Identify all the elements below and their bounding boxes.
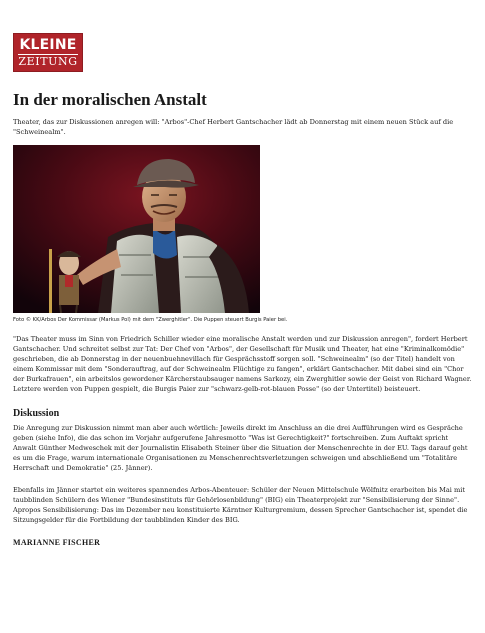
article-paragraph-3: Ebenfalls im Jänner startet ein weiteres spannendes Arbos-Abenteuer: Schüler der Neuen Mittelschule Wölfnitz erarbeiten bis Mai mit taubblinden Schülern des Wiener "Bundesinstituts für Gehörlosenbildung" (BIG) ein Theaterprojekt zur "Sensibilisierung der Sinne". Apropos Sensibilisierung: Das im Dezember neu konstituierte Kärntner Kulturgremium, dessen Sprecher Gantschacher ist, spendet die Sitzungsgelder für die Fortbildung der taubblinden Kinder des BIG. [13,486,468,524]
logo-text-bottom: ZEITUNG [18,54,78,68]
article-lead: Theater, das zur Diskussionen anregen will: "Arbos"-Chef Herbert Gantschacher lädt ab Donnerstag mit einem neuen Stück auf die "Schweinealm". [13,118,454,136]
article-paragraph-1: "Das Theater muss im Sinn von Friedrich Schiller wieder eine moralische Anstalt werden und zur Diskussion anregen", fordert Herbert Gantschacher. Und schreitet selbst zur Tat: Der Chef von "Arbos", der Gesellschaft für Musik und Theater, hat eine "Kriminalkomödie" geschrieben, die ab Donnerstag in der neuenbuehnevillach für Gesprächsstoff sorgen soll. "Schweinealm" (so der Titel) handelt von einem Kommissar mit dem "Sonderauftrag, auf der Schweinealm Flüchtige zu fangen", erklärt Gantschacher. Mit dabei sind ein "Chor der Burkafrauen", ein arbeitslos gewordener Kärcherstaubsauger namens Sarkozy, ein Zwerghitler sowie der Geist von Richard Wagner. Letztere werden von Puppen gespielt, die Burgis Paier zur "schwarz-gelb-rot-blauen Posse" (so der Untertitel) beisteuert. [13,335,472,393]
photo-caption: Foto © KK/Arbos Der Kommissar (Markus Pol) mit dem "Zwerghitler". Die Puppen steuert Burgis Paier bei. [13,317,288,323]
article-photo [13,145,260,313]
article-author: MARIANNE FISCHER [13,538,101,547]
article-paragraph-2: Die Anregung zur Diskussion nimmt man aber auch wörtlich: Jeweils direkt im Anschluss an die drei Aufführungen wird es Gespräche geben (siehe Info), die das schon im Vorjahr aufgerufene Jahresmotto "Was ist Gerechtigkeit?" fortschreiben. Zum Auftakt spricht Anwalt Günther Medweschek mit der Journalistin Elisabeth Steiner über die Situation der Menschenrechte in der EU. Tags darauf geht es um die Frage, warum internationale Organisationen zu Menschenrechtsverletzungen schweigen und abschließend um "Totalitäre Herrschaft und Demokratie" (25. Jänner). [13,424,468,472]
article-subheading: Diskussion [13,408,60,419]
logo-text-top: KLEINE [19,36,77,53]
article-headline: In der moralischen Anstalt [13,90,207,109]
newspaper-logo [13,33,83,72]
